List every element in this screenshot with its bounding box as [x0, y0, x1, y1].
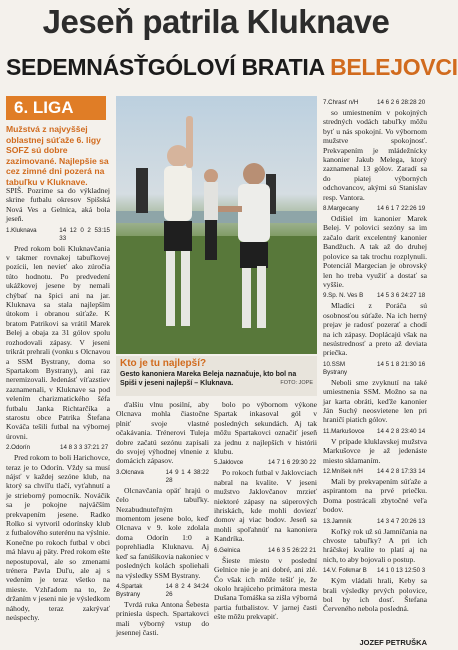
standing-row: 8.Margecany 14 6 1 7 22:26 19	[323, 205, 426, 213]
team-paragraph: Šieste miesto v poslední Gelnice nie je ani dobré, ani zlé. Čo však ich môže tešiť je, že okolo hrajúceho primátora mesta Dušana Tomáška sa zišla výborná partia futbalistov. V jarnej časti ešte môžu prekvapiť.	[214, 555, 317, 622]
article-subhead	[6, 50, 458, 84]
article-lead: Mužstvá z najvyššej oblastnej súťaže 6. ligy SOFZ sú dobre zazimované. Najlepšie sa cez zimné dni pozerá na tabuľku v Kluknave.	[6, 124, 109, 187]
caption-text: Gesto kanoniera Mareka Beleja naznačuje, kto bol na Spiši v jeseni najlepší – Kluknava.	[120, 371, 297, 387]
team-paragraph: Tvrdá ruka Antona Šebesta priniesla úspech. Spartakovci mali výborný vstup do jesennej časti.	[116, 599, 209, 638]
standing-row: 10.SSM Bystrany 14 5 1 8 21:30 16	[323, 360, 426, 376]
article-headline: Jeseň patrila Kluknave	[42, 3, 390, 40]
team-paragraph: Odišiel im kanonier Marek Belej. V polovici sezóny sa im začalo darit excelentný kanonier Bandžuch. A tak až do druhej polovice sa tak trochu rozplynuli. Potenciál Margecian je obrovský len ho treba využiť a dostať sa vyššie.	[323, 214, 427, 289]
standing-row: 4.Spartak Bystrany 14 8 2 4 34:24 26	[116, 582, 209, 598]
standing-row: 12.Mníšek n/H 14 4 2 8 17:33 14	[323, 468, 426, 475]
column-1	[6, 186, 110, 646]
match-photo	[116, 96, 317, 354]
team-paragraph: Koľký rok už sú Jamníčania na chvoste tabuľky? A pri ich hráčskej kvalite to platí aj na nich, to aby bojovali o postup.	[323, 526, 427, 564]
standing-row: 7.Chrasť n/H 14 6 2 6 28:28 20	[323, 99, 426, 106]
team-paragraph: Pred rokom boli Kluknavčania v takmer rovnakej tabuľkovej pozícii, len nevieť ako zúročia túto hodnotu. Po predvedení ukážkovej jesene by nemali chýbať na špici ani na jar. Kluknava sa stala najlepším útokom i obranou súťaže. K bratom Patrikovi sa vrátil Marek Belej a obaja za 31 gólov spolu rozhodovali zápasy. V jeseni trikrát prehrali (vonku s Olcnavou a SSM Bystrany, doma so Spartakom Bystrany), ani raz neremizovali. Jedenásť víťazstiev zaznamenali, v Kluknave sa pod velením charizmatického šéfa futbalu Janka Richtarčíka a starostu obce Patrika Štefana Kováča tešili futbal na výbornej úrovni.	[6, 243, 110, 441]
team-paragraph: Kým vládali hrali, Keby sa brali výsledky prvých polovice, bol by ich dosť. Štefana Červeného nebola posledná.	[323, 576, 427, 614]
standing-row: 5.Jaklovce 14 7 1 6 29:30 22	[214, 459, 317, 467]
intro-paragraph: SPIŠ. Pozrime sa do výkladnej skrine futbalu okresov Spišská Nová Ves a Gelnica, aká bola jeseň.	[6, 186, 110, 224]
standing-row: 6.Gelnica 14 6 3 5 26:22 21	[214, 546, 317, 554]
team-paragraph: Mladíci z Poráča sú osobnosťou súťaže. Na ich herný prejav je radosť pozerať a chodí na ich zápasy. Doplácajú však na nesústrednosť a preto až deviata priečka.	[323, 301, 427, 358]
author-byline: JOZEF PETRUŠKA	[359, 638, 427, 647]
team-paragraph: V prípade kluklavskej mužstva Markušovce je až jedenáste miesto sklamaním.	[323, 436, 427, 465]
standing-row: 1.Kluknava 14 12 0 2 53:15 33	[6, 226, 110, 242]
players-photo-illustration	[116, 96, 317, 354]
player-background	[204, 169, 218, 260]
column-4	[323, 96, 427, 638]
team-paragraph: ďalšiu vlnu posilní, aby Olcnava mohla čiastočne plniť svoje vlastné očakávania. Trénerovi Tuleja dobre začatú sezónu zapísali do svojej výhodnej vlnenie z domácich zápasov.	[116, 400, 209, 466]
photo-caption	[116, 356, 317, 396]
team-paragraph: Neboli sme zvyknutí na také umiestnenia SSM. Možno sa na jar karta obráti, keďže kanonier Ján Suchý neosvietene len pri hraničí piatich gólov.	[323, 377, 427, 425]
subhead-part2: BELEJOVCI	[330, 54, 458, 80]
league-badge: 6. LIGA	[6, 96, 106, 120]
column-2	[116, 400, 209, 646]
team-paragraph: Po rokoch futbal v Jaklovciach nabral na kvalite. V jeseni mužstvo Jaklovčanov mrzieť niektoré zápasy na súperových ihriskách, kde mohli doviezť domov aj viac bodov. Jeseň sa mohli spoľahnúť na kanoniera Kandríka.	[214, 468, 317, 544]
subhead-part1: SEDEMNÁSŤGÓLOVÍ BRATIA	[6, 54, 324, 80]
standing-row: 14.V. Folkmar B 14 1 0 13 12:50 3	[323, 567, 426, 575]
team-paragraph: Pred rokom to boli Harichovce, teraz je to Odorín. Vždy sa musí nájsť v každej sezóne klub, na ktorý sa chvíľu tlačí, vyťahnutí a je strieborný pomocník. Nováčik sa je pokojne najväčším prekvapením jesene. Radko Rolko si vytvoril odorínsky klub z futbalového suterénu na výslnie. Konečne po rokoch futbal v obci má hlavu aj päty. Pred rokom ešte nepostupoval, ale so zmenami trénera Pavla Duľu, ale aj s vedením je teraz všetko na mieste. Vzhľadom na to, že držaním v jeseni nie je výsledkom náhody, teraz zakrývať neúspechy.	[6, 453, 110, 623]
standing-row: 11.Markušovce 14 4 2 8 23:40 14	[323, 427, 426, 435]
standing-row: 3.Olcnava 14 9 1 4 38:22 28	[116, 468, 209, 484]
caption-title: Kto je tu najlepší?	[120, 358, 207, 369]
column-3	[214, 400, 317, 646]
standing-row: 9.Sp. N. Ves B 14 5 3 6 24:27 18	[323, 292, 426, 300]
photo-credit: FOTO: JOPE	[280, 380, 313, 386]
team-paragraph: Olcnavčania opäť hrajú o čelo tabuľky. Nezabudnuteľným momentom jesene bolo, keď Olcnava v 9. kole zdolala doma Odorín 1:0 a poprehliadla Kluknavu. Aj keď sa fanúšikovia nakoniec v posledných kolách spoliehali na výsledky SSM Bystrany.	[116, 485, 209, 580]
team-paragraph: bolo po výbornom výkone Spartak inkasoval gól v posledných sekundách. Aj tak môžu Spartakovci označiť jeseň za jednu z najlepších v histórii klubu.	[214, 400, 317, 457]
standing-row: 13.Jamník 14 3 4 7 20:26 13	[323, 517, 426, 525]
standing-row: 2.Odorín 14 8 3 3 37:21 27	[6, 444, 109, 452]
team-paragraph: Mali by prekvapením súťaže a aspirantom na prvé priečku. Doma postrácali zbytočné veľa bodov.	[323, 477, 427, 515]
team-paragraph: so umiestnením v pokojných stredných vodách tabuľky môžu byť u nás spokojní. Vo výbornom mužstve spokojnosť. Prekvapením je mládežnícky kanonier Jakub Melega, ktorý zaznamenal 13 gólov. Zaradí sa do piatej výborných odchovancov, akými sú Stanislav resp. Vantora.	[323, 108, 427, 202]
